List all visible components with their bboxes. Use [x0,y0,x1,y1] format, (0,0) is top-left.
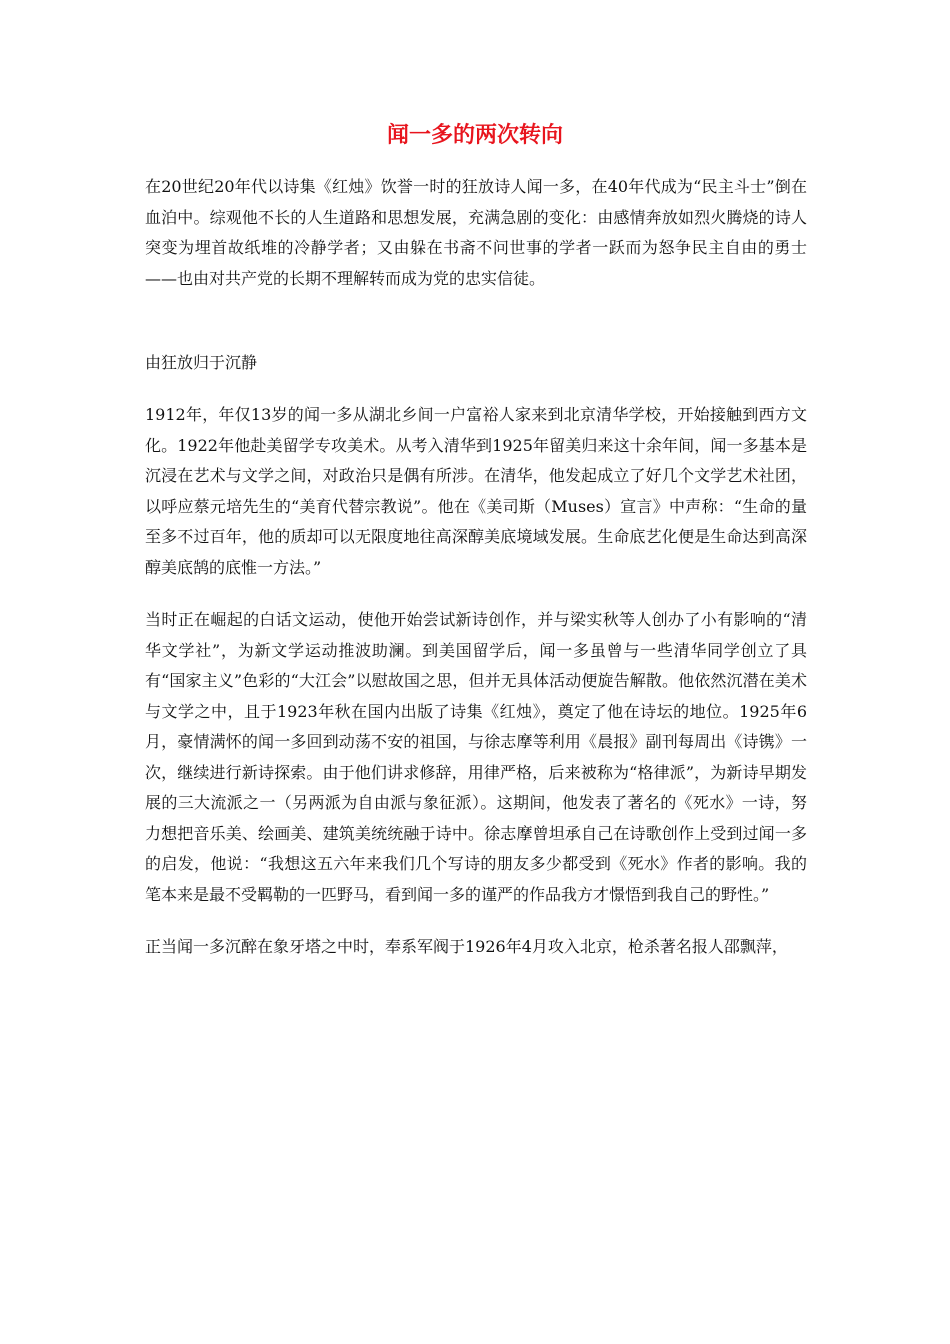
spacer [145,294,807,348]
document-body [145,172,807,963]
spacer [145,378,807,400]
body-paragraph: 正当闻一多沉醉在象牙塔之中时，奉系军阀于1926年4月攻入北京，枪杀著名报人邵飘萍， [145,937,788,956]
spacer [145,583,807,605]
section-heading: 由狂放归于沉静 [145,353,258,372]
document-title: 闻一多的两次转向 [386,123,563,148]
intro-paragraph: 在20世纪20年代以诗集《红烛》饮誉一时的狂放诗人闻一多，在40年代成为“民主斗士”倒在血泊中。综观他不长的人生道路和思想发展，充满急剧的变化：由感情奔放如烈火腾烧的诗人突变为埋首故纸堆的冷静学者；又由躲在书斋不问世事的学者一跃而为怒争民主自由的勇士——也由对共产党的长期不理解转而成为党的忠实信徒。 [145,177,807,288]
body-paragraph: 1912年，年仅13岁的闻一多从湖北乡间一户富裕人家来到北京清华学校，开始接触到西方文化。1922年他赴美留学专攻美术。从考入清华到1925年留美归来这十余年间，闻一多基本是沉浸在艺术与文学之间，对政治只是偶有所涉。在清华，他发起成立了好几个文学艺术社团，以呼应蔡元培先生的“美育代替宗教说”。他在《美司斯（Muses）宣言》中声称：“生命的量至多不过百年，他的质却可以无限度地往高深醇美底境域发展。生命底艺化便是生命达到高深醇美底鹄的底惟一方法。” [145,405,807,577]
body-paragraph: 当时正在崛起的白话文运动，使他开始尝试新诗创作，并与梁实秋等人创办了小有影响的“清华文学社”，为新文学运动推波助澜。到美国留学后，闻一多虽曾与一些清华同学创立了具有“国家主义”色彩的“大江会”以慰故国之思，但并无具体活动便旋告解散。他依然沉潜在美术与文学之中，且于1923年秋在国内出版了诗集《红烛》，奠定了他在诗坛的地位。1925年6月，豪情满怀的闻一多回到动荡不安的祖国，与徐志摩等利用《晨报》副刊每周出《诗镌》一次，继续进行新诗探索。由于他们讲求修辞，用律严格，后来被称为“格律派”，为新诗早期发展的三大流派之一（另两派为自由派与象征派）。这期间，他发表了著名的《死水》一诗，努力想把音乐美、绘画美、建筑美统统融于诗中。徐志摩曾坦承自己在诗歌创作上受到过闻一多的启发，他说：“我想这五六年来我们几个写诗的朋友多少都受到《死水》作者的影响。我的笔本来是最不受羁勒的一匹野马，看到闻一多的谨严的作品我方才憬悟到我自己的野性。” [145,610,807,904]
spacer [145,910,807,932]
